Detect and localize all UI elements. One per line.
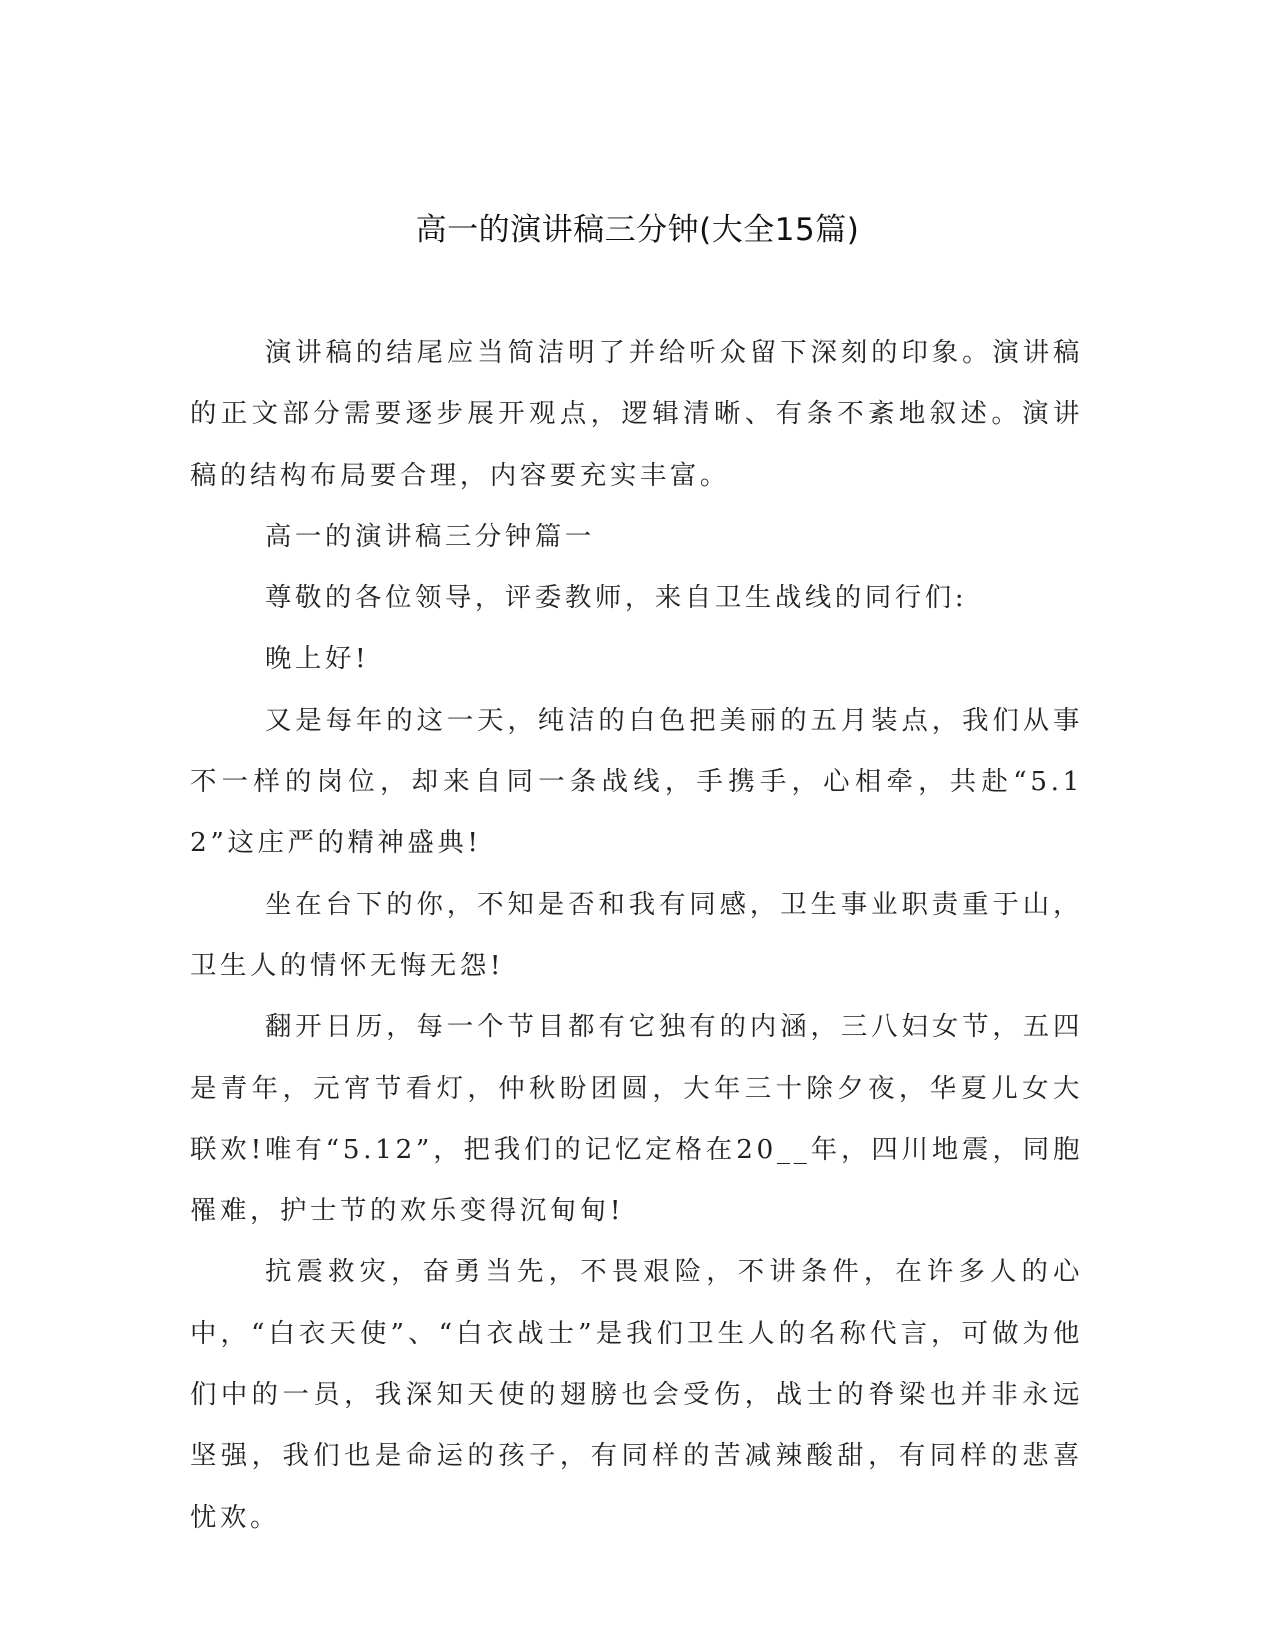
paragraph: 又是每年的这一天，纯洁的白色把美丽的五月装点，我们从事不一样的岗位，却来自同一条战线，手携手，心相牵，共赴“5.12”这庄严的精神盛典! (190, 704, 1083, 859)
paragraph: 抗震救灾，奋勇当先，不畏艰险，不讲条件，在许多人的心中，“白衣天使”、“白衣战士”是我们卫生人的名称代言，可做为他们中的一员，我深知天使的翅膀也会受伤，战士的脊梁也并非永远坚强，我们也是命运的孩子，有同样的苦减辣酸甜，有同样的悲喜忧欢。 (190, 1256, 1083, 1533)
paragraph: 翻开日历，每一个节目都有它独有的内涵，三八妇女节，五四是青年，元宵节看灯，仲秋盼团圆，大年三十除夕夜，华夏儿女大联欢!唯有“5.12”，把我们的记忆定格在20__年，四川地震，同胞罹难，护士节的欢乐变得沉甸甸! (190, 1011, 1083, 1227)
paragraph-greeting: 晚上好! (265, 643, 370, 675)
document-title: 高一的演讲稿三分钟(大全15篇) (415, 212, 860, 248)
section-heading: 高一的演讲稿三分钟篇一 (265, 520, 595, 552)
document-body (190, 322, 1083, 1548)
paragraph-salutation: 尊敬的各位领导，评委教师，来自卫生战线的同行们: (265, 582, 968, 614)
paragraph: 坐在台下的你，不知是否和我有同感，卫生事业职责重于山，卫生人的情怀无悔无怨! (190, 888, 1083, 981)
paragraph-intro: 演讲稿的结尾应当简洁明了并给听众留下深刻的印象。演讲稿的正文部分需要逐步展开观点，逻辑清晰、有条不紊地叙述。演讲稿的结构布局要合理，内容要充实丰富。 (190, 337, 1083, 491)
